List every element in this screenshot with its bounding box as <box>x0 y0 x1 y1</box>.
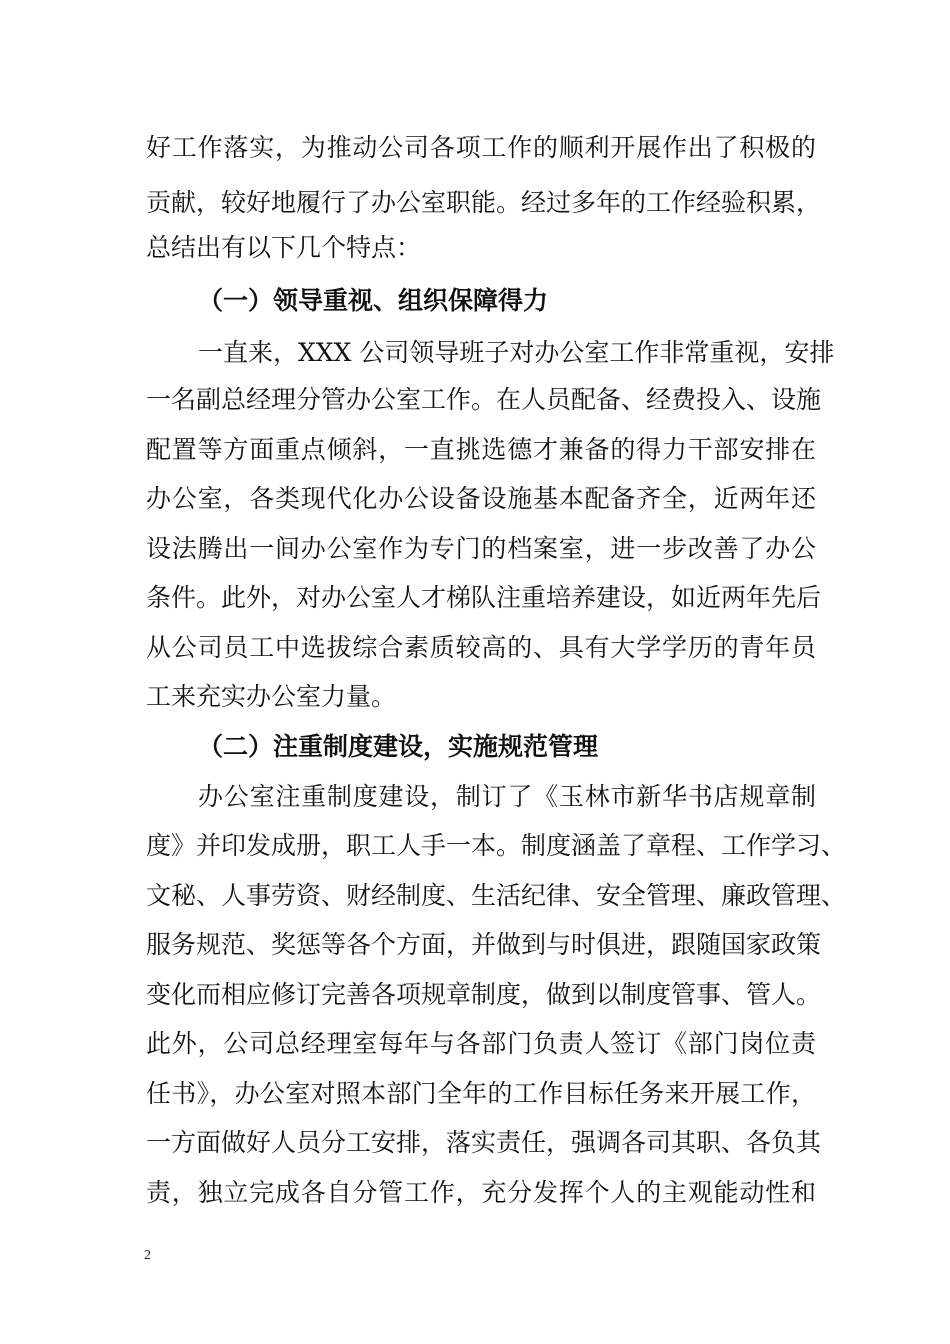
body-text-line: 好工作落实，为推动公司各项工作的顺利开展作出了积极的 <box>146 133 816 162</box>
body-text-line: 一直来，XXX 公司领导班子对办公室工作非常重视，安排 <box>198 338 835 367</box>
body-text-line: 办公室注重制度建设，制订了《玉林市新华书店规章制 <box>198 782 816 811</box>
section-heading-1: （一）领导重视、组织保障得力 <box>198 286 549 315</box>
page-number: 2 <box>144 1248 151 1263</box>
body-text-line: 工来充实办公室力量。 <box>146 682 397 711</box>
body-text-line: 条件。此外，对办公室人才梯队注重培养建设，如近两年先后 <box>146 583 822 612</box>
body-text-line: 总结出有以下几个特点： <box>146 233 422 262</box>
body-text-line: 变化而相应修订完善各项规章制度，做到以制度管事、管人。 <box>146 980 822 1009</box>
body-text-line: 设法腾出一间办公室作为专门的档案室，进一步改善了办公 <box>146 534 816 563</box>
body-text-line: 从公司员工中选拔综合素质较高的、具有大学学历的青年员 <box>146 633 816 662</box>
body-text-line: 一名副总经理分管办公室工作。在人员配备、经费投入、设施 <box>146 385 822 414</box>
section-heading-2: （二）注重制度建设，实施规范管理 <box>198 732 599 761</box>
body-text-line: 办公室，各类现代化办公设备设施基本配备齐全，近两年还 <box>146 484 816 513</box>
body-text-line: 责，独立完成各自分管工作，充分发挥个人的主观能动性和 <box>146 1178 816 1207</box>
body-text-line: 文秘、人事劳资、财经制度、生活纪律、安全管理、廉政管理、 <box>146 881 847 910</box>
body-text-line: 度》并印发成册，职工人手一本。制度涵盖了章程、工作学习、 <box>146 831 847 860</box>
body-text-line: 此外，公司总经理室每年与各部门负责人签订《部门岗位责 <box>146 1029 816 1058</box>
body-text-line: 配置等方面重点倾斜，一直挑选德才兼备的得力干部安排在 <box>146 435 816 464</box>
body-text-line: 贡献，较好地履行了办公室职能。经过多年的工作经验积累， <box>146 188 822 217</box>
body-text-line: 任书》，办公室对照本部门全年的工作目标任务来开展工作， <box>146 1079 816 1108</box>
body-text-line: 服务规范、奖惩等各个方面，并做到与时俱进，跟随国家政策 <box>146 930 822 959</box>
body-text-line: 一方面做好人员分工安排，落实责任，强调各司其职、各负其 <box>146 1128 822 1157</box>
